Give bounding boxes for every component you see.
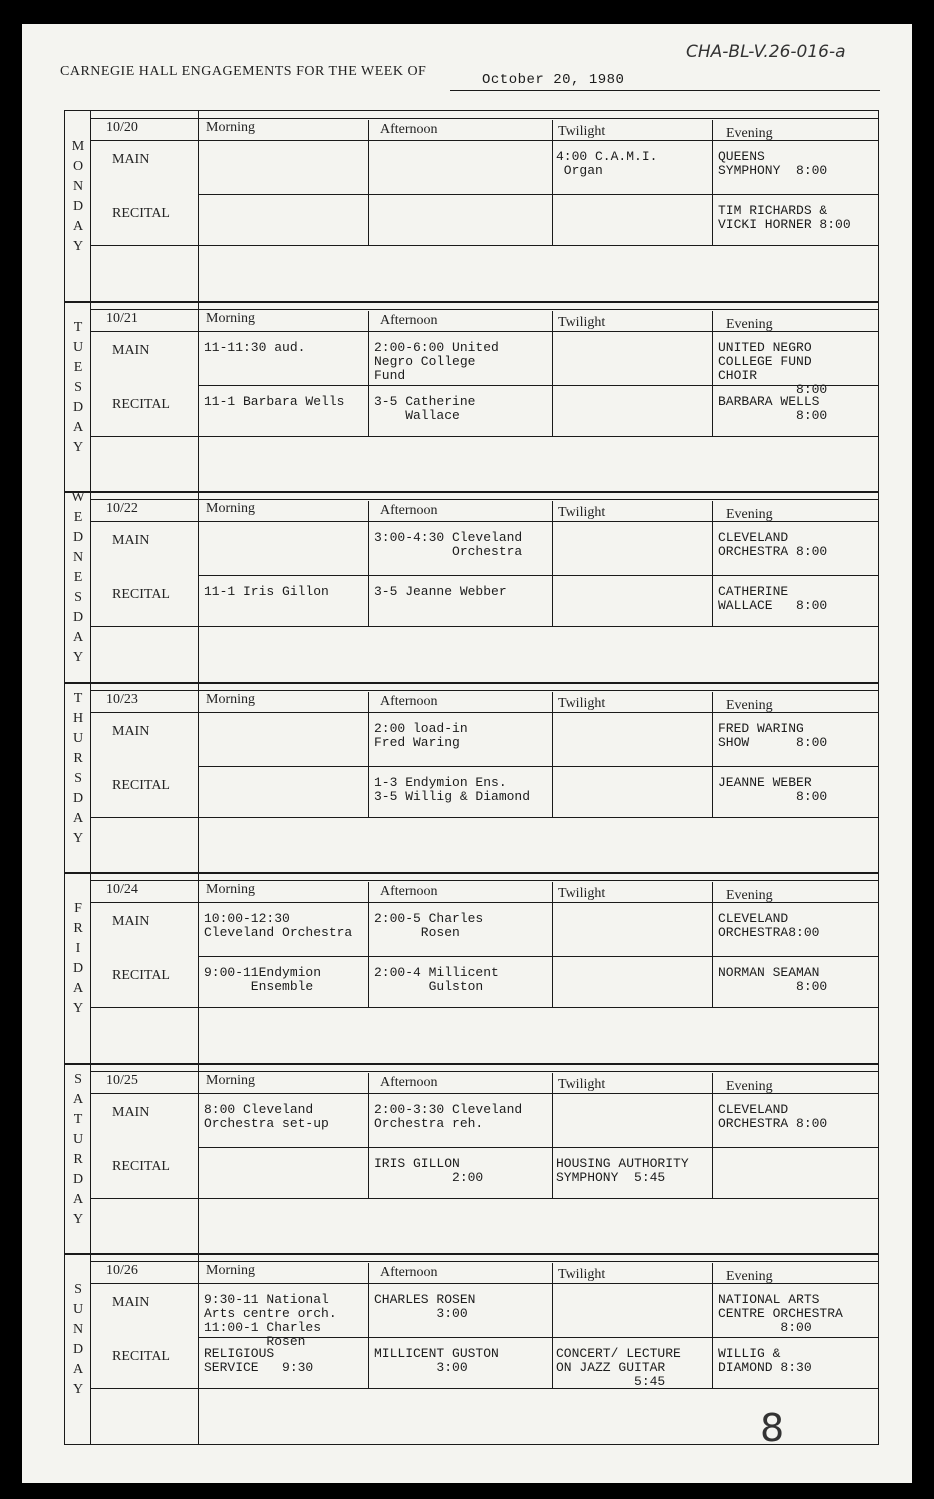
column-evening: Evening xyxy=(726,697,773,713)
main-evening-cell: NATIONAL ARTS CENTRE ORCHESTRA 8:00 xyxy=(718,1292,843,1335)
main-evening-cell: QUEENS SYMPHONY 8:00 xyxy=(718,149,828,178)
day-letter: D xyxy=(72,1171,84,1187)
recital-twilight-cell: HOUSING AUTHORITY SYMPHONY 5:45 xyxy=(556,1155,689,1185)
recital-evening-cell: BARBARA WELLS 8:00 xyxy=(718,393,828,423)
main-evening-cell: FRED WARING SHOW 8:00 xyxy=(718,720,828,750)
day-letter: A xyxy=(72,1091,84,1107)
underline xyxy=(450,90,880,91)
header-line xyxy=(90,880,878,881)
row-divider xyxy=(90,817,878,818)
day-letter: D xyxy=(72,790,84,806)
day-letter: N xyxy=(72,1322,84,1338)
day-date: 10/21 xyxy=(106,310,138,326)
main-morning-cell: 11-11:30 aud. xyxy=(204,339,306,355)
day-letter: S xyxy=(74,770,82,786)
recital-evening-cell: CATHERINE WALLACE 8:00 xyxy=(718,584,828,613)
header-line xyxy=(90,1071,878,1072)
day-letter: E xyxy=(73,570,83,586)
column-evening: Evening xyxy=(726,1269,773,1284)
recital-evening-cell: NORMAN SEAMAN 8:00 xyxy=(718,965,828,994)
day-date: 10/23 xyxy=(106,691,138,707)
day-letter: A xyxy=(72,630,84,646)
day-letter: S xyxy=(74,379,82,395)
day-letter: Y xyxy=(72,1382,84,1398)
row-label-main: MAIN xyxy=(112,1104,150,1120)
day-separator xyxy=(64,1253,879,1255)
day-letter: N xyxy=(72,179,84,195)
recital-afternoon-cell: 3-5 Jeanne Webber xyxy=(374,584,507,599)
day-letter: A xyxy=(72,981,84,997)
column-divider xyxy=(368,311,369,436)
row-label-recital: RECITAL xyxy=(112,1349,170,1364)
day-letter: S xyxy=(74,1282,82,1298)
day-letter: I xyxy=(75,941,81,957)
row-label-recital: RECITAL xyxy=(112,968,170,983)
column-evening: Evening xyxy=(726,316,773,332)
main-morning-cell: 8:00 Cleveland Orchestra set-up xyxy=(204,1101,329,1131)
column-divider xyxy=(712,311,713,436)
recital-evening-cell: TIM RICHARDS & VICKI HORNER 8:00 xyxy=(718,203,851,232)
main-evening-cell: CLEVELAND ORCHESTRA 8:00 xyxy=(718,1101,828,1131)
column-divider xyxy=(368,882,369,1007)
column-divider xyxy=(712,120,713,245)
column-divider xyxy=(712,1073,713,1198)
day-letter: M xyxy=(71,139,85,155)
day-letter: A xyxy=(72,419,84,435)
row-divider xyxy=(198,766,878,767)
day-letter: Y xyxy=(72,239,84,255)
main-evening-cell: UNITED NEGRO COLLEGE FUND CHOIR 8:00 xyxy=(718,339,828,397)
column-divider xyxy=(712,692,713,817)
day-separator xyxy=(64,1063,879,1065)
main-afternoon-cell: 2:00-3:30 Cleveland Orchestra reh. xyxy=(374,1101,523,1131)
header-line xyxy=(90,118,878,119)
column-afternoon: Afternoon xyxy=(380,503,438,518)
day-letter: U xyxy=(72,339,84,355)
day-letter: D xyxy=(72,399,84,415)
column-divider xyxy=(552,120,553,245)
recital-morning-cell: 9:00-11Endymion Ensemble xyxy=(204,965,322,994)
row-label-main: MAIN xyxy=(112,914,150,929)
column-afternoon: Afternoon xyxy=(380,1265,438,1280)
row-label-main: MAIN xyxy=(112,342,150,358)
day-date: 10/20 xyxy=(106,120,138,135)
day-letter: D xyxy=(72,961,84,977)
main-afternoon-cell: CHARLES ROSEN 3:00 xyxy=(374,1292,476,1321)
table-left-border xyxy=(64,110,65,1444)
day-letter: Y xyxy=(72,650,84,666)
column-divider xyxy=(712,882,713,1007)
main-evening-cell: CLEVELAND ORCHESTRA 8:00 xyxy=(718,530,828,559)
column-evening: Evening xyxy=(726,1078,773,1094)
day-letter: U xyxy=(72,1131,84,1147)
row-label-main: MAIN xyxy=(112,723,150,739)
header-line xyxy=(90,309,878,310)
row-divider xyxy=(198,956,878,957)
column-morning: Morning xyxy=(206,1072,255,1088)
table-top-border xyxy=(64,110,879,111)
day-letter: U xyxy=(72,730,84,746)
recital-afternoon-cell: 2:00-4 Millicent Gulston xyxy=(374,965,499,994)
day-letter: R xyxy=(73,1151,83,1167)
column-morning: Morning xyxy=(206,691,255,707)
recital-evening-cell: WILLIG & DIAMOND 8:30 xyxy=(718,1346,812,1375)
day-letter: T xyxy=(73,1111,83,1127)
column-divider xyxy=(712,1263,713,1388)
day-letter: D xyxy=(72,199,84,215)
column-divider xyxy=(552,311,553,436)
row-divider xyxy=(198,194,878,195)
row-label-recital: RECITAL xyxy=(112,1158,170,1174)
day-letter: S xyxy=(74,1071,82,1087)
day-letter: A xyxy=(72,810,84,826)
recital-morning-cell: RELIGIOUS SERVICE 9:30 xyxy=(204,1346,314,1375)
document-title: CARNEGIE HALL ENGAGEMENTS FOR THE WEEK OF xyxy=(60,64,427,79)
recital-morning-cell: 11-1 Barbara Wells xyxy=(204,393,345,409)
column-evening: Evening xyxy=(726,888,773,903)
column-twilight: Twilight xyxy=(558,314,606,330)
column-morning: Morning xyxy=(206,1263,255,1278)
label-column-divider xyxy=(198,110,199,1444)
row-divider xyxy=(90,626,878,627)
row-label-recital: RECITAL xyxy=(112,396,170,412)
day-separator xyxy=(64,872,879,874)
row-label-main: MAIN xyxy=(112,1295,150,1310)
header-line xyxy=(90,499,878,500)
day-date: 10/25 xyxy=(106,1072,138,1088)
column-divider xyxy=(368,692,369,817)
main-morning-cell: 9:30-11 National Arts centre orch. 11:00-1 Charles Rosen xyxy=(204,1292,337,1349)
header-line xyxy=(90,690,878,691)
row-label-main: MAIN xyxy=(112,533,150,548)
column-afternoon: Afternoon xyxy=(380,312,438,328)
day-letter: R xyxy=(73,921,83,937)
document-page xyxy=(22,24,912,1483)
column-divider xyxy=(368,501,369,626)
column-morning: Morning xyxy=(206,120,255,135)
day-letter: O xyxy=(72,159,84,175)
column-morning: Morning xyxy=(206,882,255,897)
day-letter: T xyxy=(73,690,83,706)
recital-morning-cell: 11-1 Iris Gillon xyxy=(204,584,329,599)
column-evening: Evening xyxy=(726,126,773,141)
column-twilight: Twilight xyxy=(558,505,606,520)
column-divider xyxy=(552,882,553,1007)
day-letter: A xyxy=(72,1362,84,1378)
recital-afternoon-cell: IRIS GILLON 2:00 xyxy=(374,1155,484,1185)
recital-afternoon-cell: MILLICENT GUSTON 3:00 xyxy=(374,1346,499,1375)
main-afternoon-cell: 2:00 load-in Fred Waring xyxy=(374,720,468,750)
column-afternoon: Afternoon xyxy=(380,122,438,137)
day-column-divider xyxy=(90,110,91,1444)
recital-twilight-cell: CONCERT/ LECTURE ON JAZZ GUITAR 5:45 xyxy=(556,1346,681,1389)
main-morning-cell: 10:00-12:30 Cleveland Orchestra xyxy=(204,911,353,940)
recital-evening-cell: JEANNE WEBER 8:00 xyxy=(718,774,828,804)
day-letter: D xyxy=(72,1342,84,1358)
table-bottom-border xyxy=(64,1444,879,1445)
column-divider xyxy=(552,1073,553,1198)
column-divider xyxy=(368,1073,369,1198)
column-divider xyxy=(368,120,369,245)
column-twilight: Twilight xyxy=(558,695,606,711)
day-separator xyxy=(64,301,879,303)
day-date: 10/22 xyxy=(106,501,138,516)
column-twilight: Twilight xyxy=(558,886,606,901)
row-label-recital: RECITAL xyxy=(112,777,170,793)
column-divider xyxy=(552,501,553,626)
day-letter: D xyxy=(72,610,84,626)
row-label-recital: RECITAL xyxy=(112,206,170,221)
recital-afternoon-cell: 1-3 Endymion Ens. 3-5 Willig & Diamond xyxy=(374,774,531,804)
day-date: 10/24 xyxy=(106,882,138,897)
column-afternoon: Afternoon xyxy=(380,693,438,709)
day-letter: R xyxy=(73,750,83,766)
row-divider xyxy=(90,1007,878,1008)
day-letter: Y xyxy=(72,439,84,455)
row-divider xyxy=(90,1388,878,1389)
week-date: October 20, 1980 xyxy=(482,72,625,88)
column-afternoon: Afternoon xyxy=(380,1074,438,1090)
column-morning: Morning xyxy=(206,310,255,326)
day-letter: U xyxy=(72,1302,84,1318)
day-date: 10/26 xyxy=(106,1263,138,1278)
main-evening-cell: CLEVELAND ORCHESTRA8:00 xyxy=(718,911,820,940)
day-letter: Y xyxy=(72,1001,84,1017)
column-twilight: Twilight xyxy=(558,124,606,139)
main-twilight-cell: 4:00 C.A.M.I. Organ xyxy=(556,149,658,178)
day-letter: T xyxy=(73,319,83,335)
catalog-number: CHA-BL-V.26-016-a xyxy=(686,42,846,62)
row-divider xyxy=(90,245,878,246)
page-number: 8 xyxy=(760,1406,785,1450)
main-afternoon-cell: 2:00-6:00 United Negro College Fund xyxy=(374,339,499,383)
row-divider xyxy=(90,1198,878,1199)
header-line xyxy=(90,1261,878,1262)
row-divider xyxy=(90,436,878,437)
day-letter: N xyxy=(72,550,84,566)
main-afternoon-cell: 2:00-5 Charles Rosen xyxy=(374,911,484,940)
row-divider xyxy=(198,1147,878,1148)
day-separator xyxy=(64,491,879,493)
table-right-border xyxy=(878,110,879,1444)
day-letter: D xyxy=(72,530,84,546)
day-letter: E xyxy=(73,359,83,375)
column-divider xyxy=(552,1263,553,1388)
day-letter: A xyxy=(72,1191,84,1207)
day-letter: E xyxy=(73,510,83,526)
row-label-main: MAIN xyxy=(112,152,150,167)
column-twilight: Twilight xyxy=(558,1267,606,1282)
day-letter: H xyxy=(72,710,84,726)
column-divider xyxy=(368,1263,369,1388)
day-separator xyxy=(64,682,879,684)
column-divider xyxy=(552,692,553,817)
column-afternoon: Afternoon xyxy=(380,884,438,899)
row-divider xyxy=(198,575,878,576)
day-letter: W xyxy=(71,490,85,506)
column-morning: Morning xyxy=(206,501,255,516)
day-letter: Y xyxy=(72,830,84,846)
column-divider xyxy=(712,501,713,626)
day-letter: Y xyxy=(72,1211,84,1227)
day-letter: S xyxy=(74,590,82,606)
day-letter: F xyxy=(74,901,82,917)
main-afternoon-cell: 3:00-4:30 Cleveland Orchestra xyxy=(374,530,523,559)
day-letter: A xyxy=(72,219,84,235)
row-label-recital: RECITAL xyxy=(112,587,170,602)
column-evening: Evening xyxy=(726,507,773,522)
recital-afternoon-cell: 3-5 Catherine Wallace xyxy=(374,393,476,423)
column-twilight: Twilight xyxy=(558,1076,606,1092)
